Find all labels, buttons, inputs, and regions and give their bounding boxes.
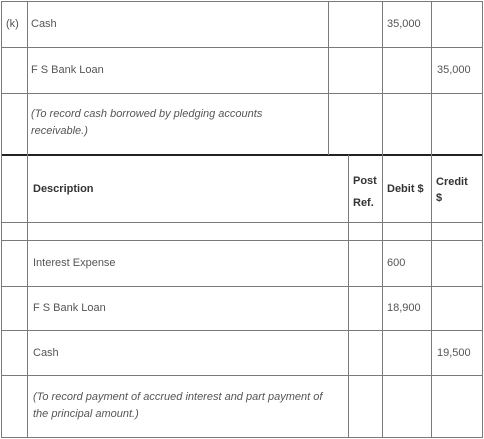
col-divider xyxy=(482,1,483,155)
row-divider xyxy=(1,330,483,331)
row-divider xyxy=(1,93,483,94)
account-name: F S Bank Loan xyxy=(31,64,104,76)
debit-amount: 35,000 xyxy=(387,18,421,30)
row-divider xyxy=(1,240,483,241)
header-description: Description xyxy=(33,183,94,195)
col-divider xyxy=(382,155,383,438)
col-divider xyxy=(431,155,432,438)
account-name: Cash xyxy=(33,347,59,359)
entry-memo: (To record cash borrowed by pledging accounts receivable.) xyxy=(31,108,263,137)
col-divider xyxy=(328,1,329,155)
account-name: Interest Expense xyxy=(33,257,116,269)
header-credit: Credit $ xyxy=(436,176,468,204)
row-divider xyxy=(1,286,483,287)
col-divider xyxy=(1,155,2,438)
header-post-ref: Post Ref. xyxy=(353,175,377,209)
row-divider xyxy=(1,1,483,2)
col-divider xyxy=(482,155,483,438)
section-divider xyxy=(1,154,483,156)
account-name: Cash xyxy=(31,18,57,30)
entry-memo: (To record payment of accrued interest and part payment of the principal amount.) xyxy=(33,391,323,420)
header-debit: Debit $ xyxy=(387,183,424,195)
col-divider xyxy=(27,155,28,438)
credit-amount: 35,000 xyxy=(437,64,471,76)
row-divider xyxy=(1,47,483,48)
row-divider xyxy=(1,222,483,223)
col-divider xyxy=(431,1,432,155)
col-divider xyxy=(348,155,349,438)
account-name: F S Bank Loan xyxy=(33,302,106,314)
row-divider xyxy=(1,437,483,438)
col-divider xyxy=(382,1,383,155)
credit-amount: 19,500 xyxy=(437,347,471,359)
row-divider xyxy=(1,375,483,376)
col-divider xyxy=(27,1,28,155)
debit-amount: 18,900 xyxy=(387,302,421,314)
entry-label: (k) xyxy=(6,18,19,30)
col-divider xyxy=(1,1,2,155)
debit-amount: 600 xyxy=(387,257,406,269)
